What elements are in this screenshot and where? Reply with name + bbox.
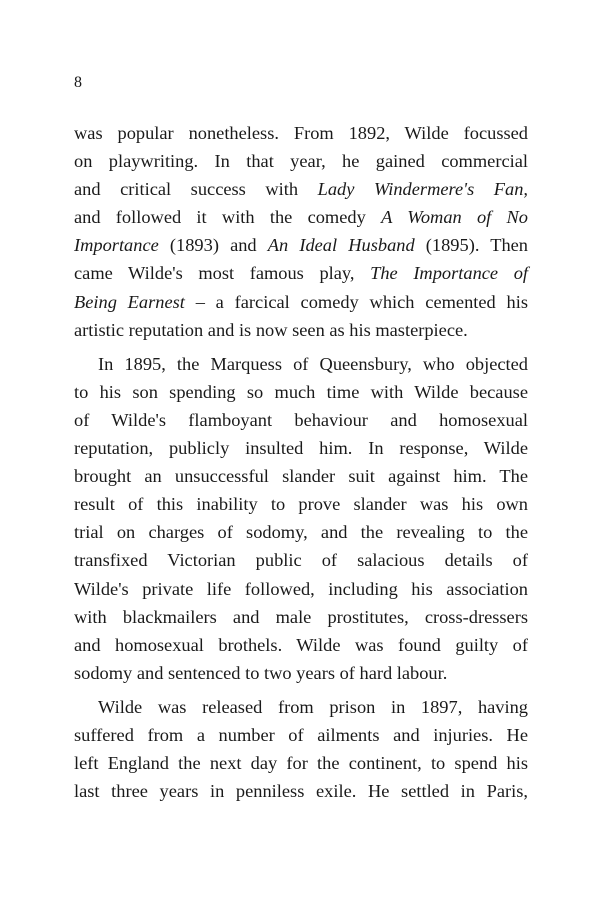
body-text: [74, 119, 528, 805]
text-line: [74, 546, 528, 574]
text-segment: on playwriting. In that year, he gained commercial: [74, 151, 528, 172]
text-segment: last three years in penniless exile. He settled in Paris,: [74, 781, 528, 802]
text-line: [74, 434, 528, 462]
text-line: [74, 490, 528, 518]
text-segment: with blackmailers and male prostitutes, cross-dressers: [74, 606, 528, 627]
text-line: [74, 231, 528, 259]
text-segment: brought an unsuccessful slander suit against him. The: [74, 466, 528, 487]
text-segment: left England the next day for the continent, to spend his: [74, 753, 528, 774]
text-line: [74, 259, 528, 287]
text-line: [74, 350, 528, 378]
text-line: [74, 518, 528, 546]
text-segment: Wilde's private life followed, including his association: [74, 578, 528, 599]
italic-title-text: A Woman of No: [381, 207, 528, 228]
italic-title-text: The Importance of: [370, 263, 528, 284]
text-line: [74, 749, 528, 777]
text-segment: was popular nonetheless. From 1892, Wilde focussed: [74, 123, 528, 143]
text-line: [74, 462, 528, 490]
text-line: [74, 406, 528, 434]
text-segment: and critical success with: [74, 179, 318, 200]
text-segment: to his son spending so much time with Wilde because: [74, 381, 528, 402]
text-line: [74, 659, 528, 687]
paragraph: [74, 350, 528, 687]
text-segment: (1895). Then: [414, 235, 528, 256]
text-segment: transfixed Victorian public of salacious details of: [74, 550, 528, 571]
italic-title-text: Importance: [74, 235, 159, 256]
italic-title-text: An Ideal Husband: [267, 235, 415, 256]
text-line: [74, 575, 528, 603]
paragraph: [74, 693, 528, 805]
italic-title-text: Lady Windermere's Fan,: [317, 179, 529, 200]
text-line: [74, 147, 528, 175]
text-line: [74, 175, 528, 203]
text-segment: and followed it with the comedy: [74, 207, 382, 228]
paragraph: [74, 119, 528, 344]
text-line: [74, 316, 528, 344]
italic-title-text: Being Earnest: [74, 291, 185, 312]
text-segment: Wilde was released from prison in 1897, having: [98, 696, 528, 717]
text-line: [74, 777, 528, 805]
text-line: [74, 721, 528, 749]
text-line: [74, 631, 528, 659]
text-segment: In 1895, the Marquess of Queensbury, who objected: [98, 353, 528, 374]
text-segment: (1893) and: [158, 235, 268, 256]
text-line: [74, 203, 528, 231]
page-number: 8: [74, 74, 82, 91]
text-segment: and homosexual brothels. Wilde was found guilty of: [74, 634, 528, 655]
text-line: [74, 603, 528, 631]
text-segment: trial on charges of sodomy, and the revealing to the: [74, 522, 528, 543]
text-segment: sodomy and sentenced to two years of hard labour.: [74, 662, 448, 683]
text-line: [74, 378, 528, 406]
text-segment: – a farcical comedy which cemented his: [184, 291, 528, 312]
text-line: [74, 693, 528, 721]
text-line: [74, 288, 528, 316]
text-segment: artistic reputation and is now seen as his masterpiece.: [74, 319, 468, 340]
text-line: [74, 119, 528, 147]
text-segment: result of this inability to prove slander was his own: [74, 494, 528, 515]
text-segment: reputation, publicly insulted him. In response, Wilde: [74, 438, 528, 459]
text-segment: suffered from a number of ailments and injuries. He: [74, 724, 528, 745]
text-segment: came Wilde's most famous play,: [74, 263, 371, 284]
text-segment: of Wilde's flamboyant behaviour and homosexual: [74, 409, 528, 430]
